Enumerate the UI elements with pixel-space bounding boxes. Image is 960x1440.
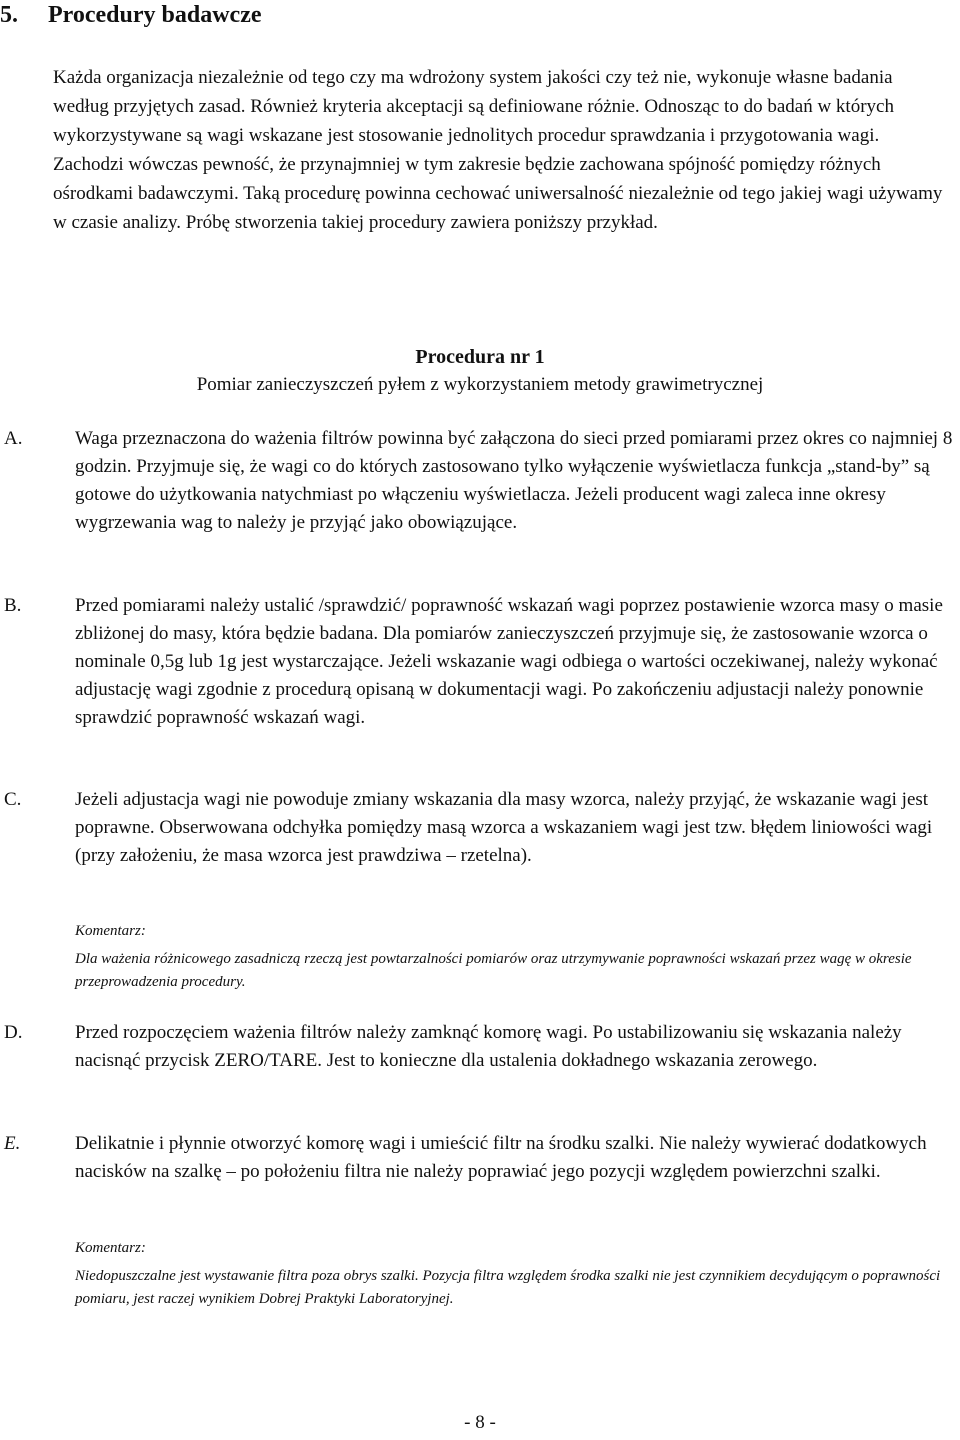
section-title: Procedury badawcze — [48, 2, 262, 28]
step-text: Przed rozpoczęciem ważenia filtrów należy zamknąć komorę wagi. Po ustabilizowaniu się wskazania należy nacisnąć przycisk ZERO/TARE. Jest to konieczne dla ustalenia dokładnego wskazania zerowego. — [75, 1022, 902, 1071]
step-letter: A. — [4, 428, 23, 449]
step-letter: E. — [4, 1133, 21, 1154]
comment-text: Niedopuszczalne jest wystawanie filtra poza obrys szalki. Pozycja filtra względem środka szalki nie jest czynnikiem decydującym o poprawności pomiaru, jest raczej wynikiem Dobrej Praktyki Laboratoryjnej. — [75, 1268, 941, 1307]
step-text: Delikatnie i płynnie otworzyć komorę wagi i umieścić filtr na środku szalki. Nie należy wywierać dodatkowych nacisków na szalkę – po położeniu filtra nie należy poprawiać jego pozycji względem powierzchni szalki. — [75, 1133, 927, 1182]
comment-block — [75, 1237, 955, 1311]
section-heading — [0, 0, 262, 30]
procedure-title: Procedura nr 1 — [415, 346, 545, 368]
procedure-subtitle: Pomiar zanieczyszczeń pyłem z wykorzystaniem metody grawimetrycznej — [196, 374, 764, 395]
step-letter: B. — [4, 595, 22, 616]
comment-block — [75, 920, 955, 994]
step-letter: D. — [4, 1022, 23, 1043]
intro-paragraph: Każda organizacja niezależnie od tego czy ma wdrożony system jakości czy też nie, wykonuje własne badania według przyjętych zasad. Również kryteria akceptacji są definiowane różnie. Odnosząc to do badań w których wykorzystywane są wagi wskazane jest stosowanie jednolitych procedur sprawdzania i przygotowania wagi. Zachodzi wówczas pewność, że przynajmniej w tym zakresie będzie zachowana spójność pomiędzy różnych ośrodkami badawczymi. Taką procedurę powinna cechować uniwersalność niezależnie od tego jakiej wagi używamy w czasie analizy. Próbę stworzenia takiej procedury zawiera poniższy przykład. — [53, 67, 943, 233]
page-number: - 8 - — [464, 1412, 496, 1433]
step-letter: C. — [4, 789, 22, 810]
comment-label: Komentarz: — [75, 923, 146, 939]
step-text: Jeżeli adjustacja wagi nie powoduje zmiany wskazania dla masy wzorca, należy przyjąć, że wskazanie wagi jest poprawne. Obserwowana odchyłka pomiędzy masą wzorca a wskazaniem wagi jest tzw. błędem liniowości wagi (przy założeniu, że masa wzorca jest prawdziwa – rzetelna). — [75, 789, 933, 866]
section-number: 5. — [0, 2, 18, 28]
comment-text: Dla ważenia różnicowego zasadniczą rzeczą jest powtarzalności pomiarów oraz utrzymywanie poprawności wskazań przez wagę w okresie przeprowadzenia procedury. — [75, 951, 912, 990]
comment-label: Komentarz: — [75, 1240, 146, 1256]
step-text: Przed pomiarami należy ustalić /sprawdzić/ poprawność wskazań wagi poprzez postawienie wzorca masy o masie zbliżonej do masy, która będzie badana. Dla pomiarów zanieczyszczeń przyjmuje się, że zastosowanie wzorca o nominale 0,5g lub 1g jest wystarczające. Jeżeli wskazanie wagi odbiega o wartości oczekiwanej, należy wykonać adjustację wagi zgodnie z procedurą opisaną w dokumentacji wagi. Po zakończeniu adjustacji należy ponownie sprawdzić poprawność wskazań wagi. — [75, 595, 943, 728]
step-text: Waga przeznaczona do ważenia filtrów powinna być załączona do sieci przed pomiarami przez okres co najmniej 8 godzin. Przyjmuje się, że wagi co do których zastosowano tylko wyłączenie wyświetlacza funkcja „stand-by” są gotowe do użytkowania natychmiast po włączeniu wyświetlacza. Jeżeli producent wagi zaleca inne okresy wygrzewania wag to należy je przyjąć jako obowiązujące. — [75, 428, 953, 533]
